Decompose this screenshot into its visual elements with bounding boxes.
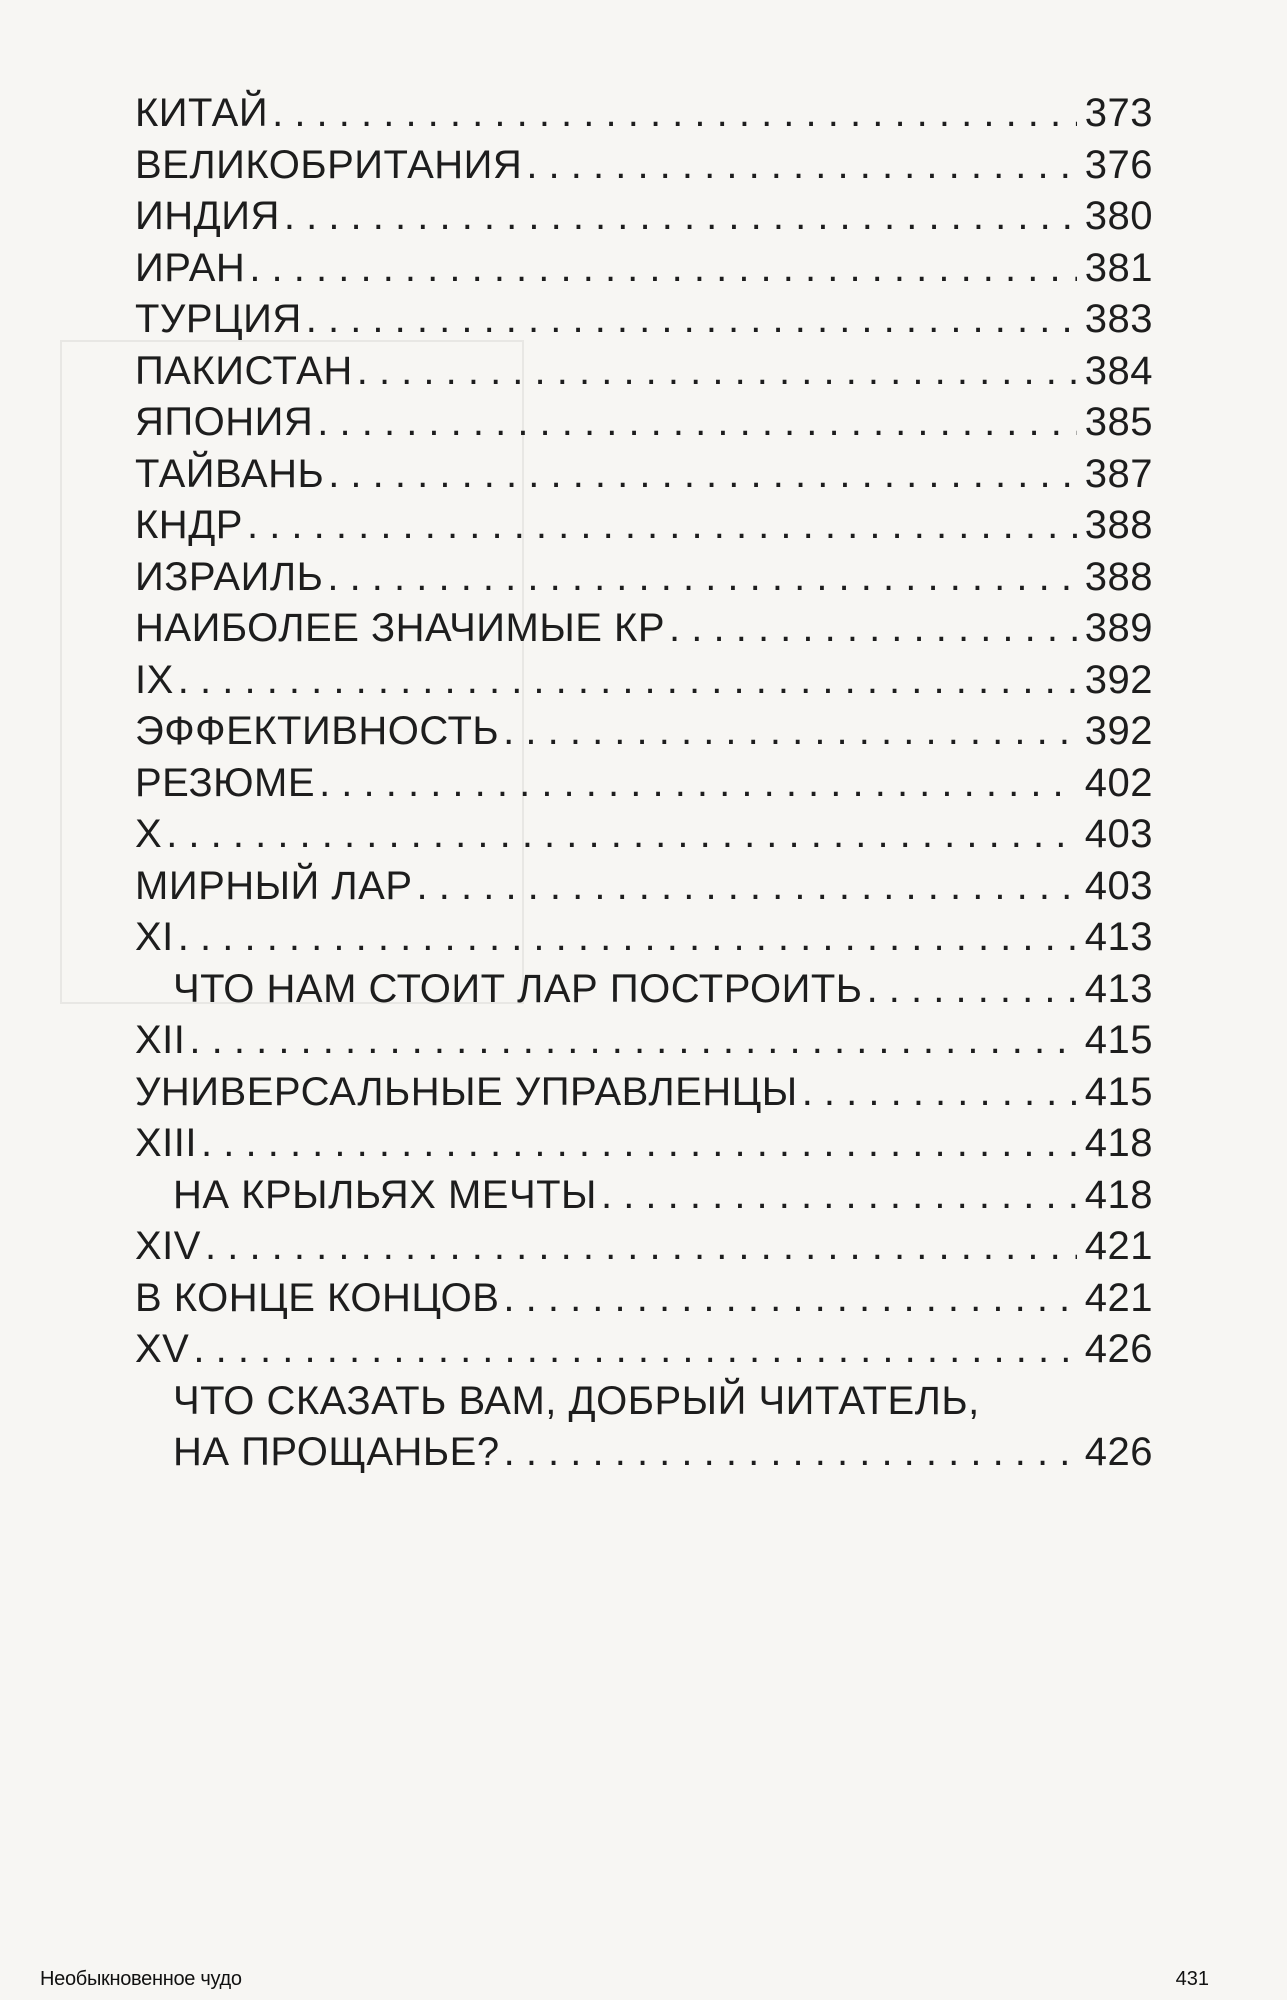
toc-entry-title: ЭФФЕКТИВНОСТЬ [135, 709, 500, 753]
toc-dot-leader [867, 964, 1077, 1016]
toc-entry [135, 809, 1153, 861]
toc-entry-page: 383 [1084, 297, 1153, 341]
toc-entry [135, 88, 1153, 140]
toc-dot-leader [504, 1427, 1077, 1479]
toc-entry-title: РЕЗЮМЕ [135, 760, 316, 805]
toc-entry-title: ИРАН [135, 245, 246, 290]
toc-entry-title-line2: НА ПРОЩАНЬЕ? [173, 1430, 500, 1474]
toc-entry-title: В КОНЦЕ КОНЦОВ [135, 1275, 500, 1320]
toc-entry-title: НА КРЫЛЬЯХ МЕЧТЫ [173, 1172, 597, 1217]
toc-dot-leader [357, 346, 1077, 398]
toc-dot-leader [189, 1015, 1077, 1067]
toc-entry-page: 421 [1084, 1275, 1153, 1320]
toc-entry-page: 403 [1084, 812, 1153, 856]
toc-entry-page: 426 [1084, 1430, 1153, 1474]
page-footer [40, 1968, 1209, 1991]
toc-entry-title: ЯПОНИЯ [135, 400, 314, 444]
toc-entry-page: 413 [1084, 966, 1153, 1011]
footer-page-number: 431 [1175, 1968, 1209, 1990]
toc-entry [135, 449, 1153, 501]
toc-entry [135, 1324, 1153, 1376]
toc-dot-leader [306, 294, 1077, 346]
toc-entry-page: 384 [1084, 348, 1153, 393]
toc-entry-title: УНИВЕРСАЛЬНЫЕ УПРАВЛЕНЦЫ [135, 1069, 798, 1114]
toc-dot-leader [669, 603, 1077, 655]
toc-entry-title: ЧТО НАМ СТОИТ ЛАР ПОСТРОИТЬ [173, 966, 863, 1011]
toc-entry [135, 552, 1153, 604]
toc-entry-title: КИТАЙ [135, 91, 269, 135]
toc-dot-leader [503, 1273, 1077, 1325]
toc-dot-leader [193, 1324, 1077, 1376]
toc-entry-page: 380 [1084, 194, 1153, 238]
toc-entry [135, 1067, 1153, 1119]
toc-entry-page: 373 [1084, 91, 1153, 135]
toc-entry-page: 381 [1084, 245, 1153, 290]
toc-entry [135, 603, 1153, 655]
toc-entry-title: НАИБОЛЕЕ ЗНАЧИМЫЕ КР [135, 606, 666, 650]
toc-entry [135, 912, 1153, 964]
toc-entry [135, 140, 1153, 192]
toc-entry [135, 1273, 1153, 1325]
toc-entry [135, 500, 1153, 552]
toc-dot-leader [319, 758, 1077, 810]
toc-entry [135, 397, 1153, 449]
toc-dot-leader [601, 1170, 1077, 1222]
toc-entry-page: 388 [1084, 503, 1153, 547]
toc-dot-leader [247, 500, 1077, 552]
toc-dot-leader [178, 655, 1077, 707]
toc-entry-page: 392 [1084, 657, 1153, 702]
toc-entry-title: ВЕЛИКОБРИТАНИЯ [135, 142, 523, 187]
toc-entry-title: XV [135, 1327, 190, 1371]
toc-entry [135, 861, 1153, 913]
toc-entry [135, 655, 1153, 707]
toc-entry-title: МИРНЫЙ ЛАР [135, 863, 413, 908]
toc-dot-leader [205, 1221, 1077, 1273]
toc-entry-page: 418 [1084, 1172, 1153, 1217]
toc-dot-leader [201, 1118, 1077, 1170]
toc-entry-page: 388 [1084, 554, 1153, 599]
toc-entry [135, 1015, 1153, 1067]
toc-entry-title: XII [135, 1018, 186, 1062]
toc-dot-leader [503, 706, 1077, 758]
toc-entry [135, 706, 1153, 758]
toc-entry-title: ТУРЦИЯ [135, 297, 302, 341]
toc-dot-leader [284, 191, 1077, 243]
toc-dot-leader [317, 397, 1077, 449]
toc-entry-page: 413 [1084, 915, 1153, 959]
toc-entry-page: 418 [1084, 1121, 1153, 1165]
toc-entry [135, 964, 1153, 1016]
toc-dot-leader [178, 912, 1077, 964]
toc-entry-title: X [135, 812, 163, 856]
toc-entry-page: 387 [1084, 451, 1153, 496]
toc-dot-leader [417, 861, 1077, 913]
toc-entry-title-line1: ЧТО СКАЗАТЬ ВАМ, ДОБРЫЙ ЧИТАТЕЛЬ, [173, 1378, 980, 1423]
toc-entry-title: ИЗРАИЛЬ [135, 554, 324, 599]
toc-entry-page: 403 [1084, 863, 1153, 908]
toc-dot-leader [328, 449, 1077, 501]
toc-entry-title: КНДР [135, 503, 243, 547]
toc-entry [135, 1118, 1153, 1170]
toc-entry-title: IX [135, 657, 174, 702]
toc-entry [135, 1221, 1153, 1273]
toc-entry [135, 758, 1153, 810]
toc-dot-leader [166, 809, 1077, 861]
toc-entry-page: 402 [1084, 760, 1153, 805]
toc-entry-page: 415 [1084, 1069, 1153, 1114]
toc-entry-page: 376 [1084, 142, 1153, 187]
toc-entry-page: 389 [1084, 606, 1153, 650]
toc-entry [135, 191, 1153, 243]
toc-entry-title: ТАЙВАНЬ [135, 451, 325, 496]
toc-dot-leader [249, 243, 1077, 295]
footer-book-title: Необыкновенное чудо [40, 1968, 242, 1990]
toc-dot-leader [272, 88, 1077, 140]
toc-entry-title: XI [135, 915, 174, 959]
toc-entry-title: ПАКИСТАН [135, 348, 353, 393]
toc-entry-page: 426 [1084, 1327, 1153, 1371]
toc-entry-final [135, 1376, 1153, 1479]
toc-dot-leader [327, 552, 1077, 604]
toc-entry-page: 392 [1084, 709, 1153, 753]
toc-entry-page: 385 [1084, 400, 1153, 444]
table-of-contents [135, 88, 1153, 1479]
toc-entry [135, 294, 1153, 346]
toc-entry-title: ИНДИЯ [135, 194, 280, 238]
toc-entry-title: XIII [135, 1121, 198, 1165]
toc-entry [135, 243, 1153, 295]
toc-entry-page: 415 [1084, 1018, 1153, 1062]
toc-dot-leader [526, 140, 1077, 192]
toc-entry-page: 421 [1084, 1224, 1153, 1268]
toc-entry [135, 346, 1153, 398]
toc-entry-title: XIV [135, 1224, 201, 1268]
toc-dot-leader [802, 1067, 1077, 1119]
toc-entry [135, 1170, 1153, 1222]
